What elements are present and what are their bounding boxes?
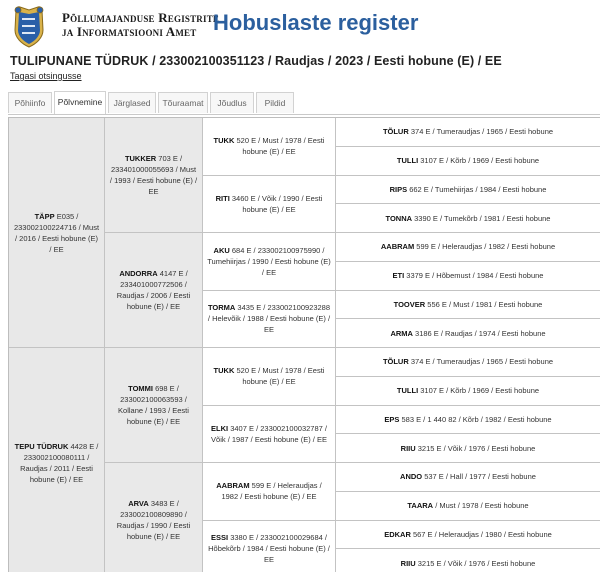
horse-details: 3186 E / Raudjas / 1974 / Eesti hobune [413, 329, 546, 338]
horse-details: 520 E / Must / 1978 / Eesti hobune (E) / EE [234, 136, 324, 156]
horse-details: 3460 E / Võik / 1990 / Eesti hobune (E) / EE [230, 194, 323, 214]
horse-details: / Must / 1978 / Eesti hobune [433, 501, 528, 510]
pedigree-ancestor[interactable] [336, 434, 600, 463]
coat-of-arms-logo [10, 4, 48, 48]
back-to-search-link[interactable]: Tagasi otsingusse [10, 71, 82, 81]
pedigree-great-grandparent[interactable] [203, 233, 336, 291]
horse-name: TONNA [386, 214, 413, 223]
pedigree-ancestor[interactable] [336, 262, 600, 291]
horse-name: ANDO [400, 472, 422, 481]
horse-name: RITI [216, 194, 230, 203]
pedigree-ancestor[interactable] [336, 348, 600, 377]
pedigree-ancestor[interactable] [336, 147, 600, 176]
horse-details: 3407 E / 233002100032787 / Võik / 1987 / Eesti hobune (E) / EE [211, 424, 327, 444]
horse-name: TÕLUR [383, 127, 409, 136]
horse-details: 684 E / 233002100975990 / Tumehiirjas / 1990 / Eesti hobune (E) / EE [207, 246, 331, 277]
pedigree-sire[interactable] [9, 118, 105, 348]
horse-details: 3107 E / Kõrb / 1969 / Eesti hobune [418, 156, 539, 165]
horse-name: TEPU TÜDRUK [15, 442, 69, 451]
horse-name: AABRAM [381, 242, 414, 251]
horse-details: 556 E / Must / 1981 / Eesti hobune [425, 300, 542, 309]
horse-name: ARVA [128, 499, 149, 508]
horse-details: 374 E / Tumeraudjas / 1965 / Eesti hobune [409, 127, 553, 136]
org-line-2: ja Informatsiooni Amet [62, 25, 219, 39]
horse-name: EPS [384, 415, 399, 424]
horse-name: TOOVER [394, 300, 426, 309]
horse-details: 662 E / Tumehiirjas / 1984 / Eesti hobune [407, 185, 546, 194]
pedigree-ancestor[interactable] [336, 233, 600, 262]
horse-details: 698 E / 233002100063593 / Kollane / 1993 / Eesti hobune (E) / EE [118, 384, 189, 426]
horse-details: 3380 E / 233002100029684 / Hõbekõrb / 1984 / Eesti hobune (E) / EE [208, 533, 330, 564]
horse-name: RIIU [401, 559, 416, 568]
horse-name: ESSI [211, 533, 228, 542]
horse-details: 520 E / Must / 1978 / Eesti hobune (E) / EE [234, 366, 324, 386]
horse-name: TÕLUR [383, 357, 409, 366]
pedigree-great-grandparent[interactable] [203, 118, 336, 176]
horse-name: TAARA [407, 501, 433, 510]
horse-details: E035 / 233002100224716 / Must / 2016 / Eesti hobune (E) / EE [14, 212, 99, 254]
horse-name: AKU [214, 246, 230, 255]
site-header [0, 0, 600, 52]
pedigree-ancestor[interactable] [336, 118, 600, 147]
horse-name: TÄPP [35, 212, 55, 221]
horse-name: ELKI [211, 424, 228, 433]
tab-touraamat[interactable]: Tõuraamat [158, 92, 208, 113]
horse-details: 3379 E / Hõbemust / 1984 / Eesti hobune [404, 271, 543, 280]
pedigree-grandparent[interactable] [105, 463, 203, 572]
horse-details: 583 E / 1 440 82 / Kõrb / 1982 / Eesti hobune [399, 415, 551, 424]
pedigree-ancestor[interactable] [336, 377, 600, 406]
organization-name [62, 11, 219, 39]
org-line-1: Põllumajanduse Registrite [62, 11, 219, 25]
horse-details: 3435 E / 233002100923288 / Helevõik / 1988 / Eesti hobune (E) / EE [208, 303, 330, 334]
pedigree-grandparent[interactable] [105, 118, 203, 233]
pedigree-ancestor[interactable] [336, 176, 600, 205]
horse-name: TULLI [397, 386, 418, 395]
horse-details: 3215 E / Võik / 1976 / Eesti hobune [416, 559, 536, 568]
pedigree-grandparent[interactable] [105, 348, 203, 463]
horse-name: TORMA [208, 303, 235, 312]
horse-details: 3215 E / Võik / 1976 / Eesti hobune [416, 444, 536, 453]
pedigree-ancestor[interactable] [336, 291, 600, 320]
horse-name: RIIU [401, 444, 416, 453]
horse-name: RIPS [390, 185, 408, 194]
horse-details: 4147 E / 233401000772506 / Raudjas / 2006 / Eesti hobune (E) / EE [117, 269, 190, 311]
horse-name: TUKK [214, 366, 235, 375]
tab-pohiinfo[interactable]: Põhiinfo [8, 92, 52, 113]
horse-details: 3390 E / Tumekõrb / 1981 / Eesti hobune [412, 214, 550, 223]
horse-details: 4428 E / 233002100080111 / Raudjas / 2011 / Eesti hobune (E) / EE [20, 442, 98, 484]
pedigree-great-grandparent[interactable] [203, 291, 336, 349]
pedigree-table [8, 117, 600, 572]
pedigree-ancestor[interactable] [336, 521, 600, 550]
tab-bar [8, 90, 600, 115]
horse-details: 3107 E / Kõrb / 1969 / Eesti hobune [418, 386, 539, 395]
horse-details: 567 E / Heleraudjas / 1980 / Eesti hobune [411, 530, 552, 539]
horse-title: TULIPUNANE TÜDRUK / 233002100351123 / Raudjas / 2023 / Eesti hobune (E) / EE [10, 54, 502, 68]
horse-name: EDKAR [384, 530, 411, 539]
pedigree-ancestor[interactable] [336, 406, 600, 435]
tab-jarglased[interactable]: Järglased [108, 92, 156, 113]
pedigree-great-grandparent[interactable] [203, 521, 336, 572]
tab-polvnemine[interactable]: Põlvnemine [54, 91, 106, 114]
pedigree-great-grandparent[interactable] [203, 176, 336, 234]
tab-joudlus[interactable]: Jõudlus [210, 92, 254, 113]
pedigree-great-grandparent[interactable] [203, 406, 336, 464]
horse-name: ARMA [390, 329, 413, 338]
horse-name: AABRAM [216, 481, 249, 490]
horse-details: 703 E / 233401000055693 / Must / 1993 / Eesti hobune (E) / EE [110, 154, 197, 196]
tab-pildid[interactable]: Pildid [256, 92, 294, 113]
horse-name: TULLI [397, 156, 418, 165]
horse-name: TUKKER [125, 154, 156, 163]
horse-name: ANDORRA [119, 269, 157, 278]
pedigree-ancestor[interactable] [336, 549, 600, 572]
horse-details: 599 E / Heleraudjas / 1982 / Eesti hobune [414, 242, 555, 251]
horse-details: 599 E / Heleraudjas / 1982 / Eesti hobune (E) / EE [221, 481, 321, 501]
pedigree-ancestor[interactable] [336, 319, 600, 348]
horse-name: ETI [393, 271, 405, 280]
pedigree-dam[interactable] [9, 348, 105, 572]
pedigree-ancestor[interactable] [336, 463, 600, 492]
register-title: Hobuslaste register [213, 10, 418, 36]
pedigree-ancestor[interactable] [336, 204, 600, 233]
pedigree-great-grandparent[interactable] [203, 348, 336, 406]
horse-name: TOMMI [128, 384, 153, 393]
horse-details: 374 E / Tumeraudjas / 1965 / Eesti hobune [409, 357, 553, 366]
pedigree-ancestor[interactable] [336, 492, 600, 521]
horse-name: TUKK [214, 136, 235, 145]
pedigree-grandparent[interactable] [105, 233, 203, 348]
pedigree-great-grandparent[interactable] [203, 463, 336, 521]
horse-details: 537 E / Hall / 1977 / Eesti hobune [422, 472, 536, 481]
horse-details: 3483 E / 233002100809890 / Raudjas / 1990 / Eesti hobune (E) / EE [117, 499, 190, 541]
